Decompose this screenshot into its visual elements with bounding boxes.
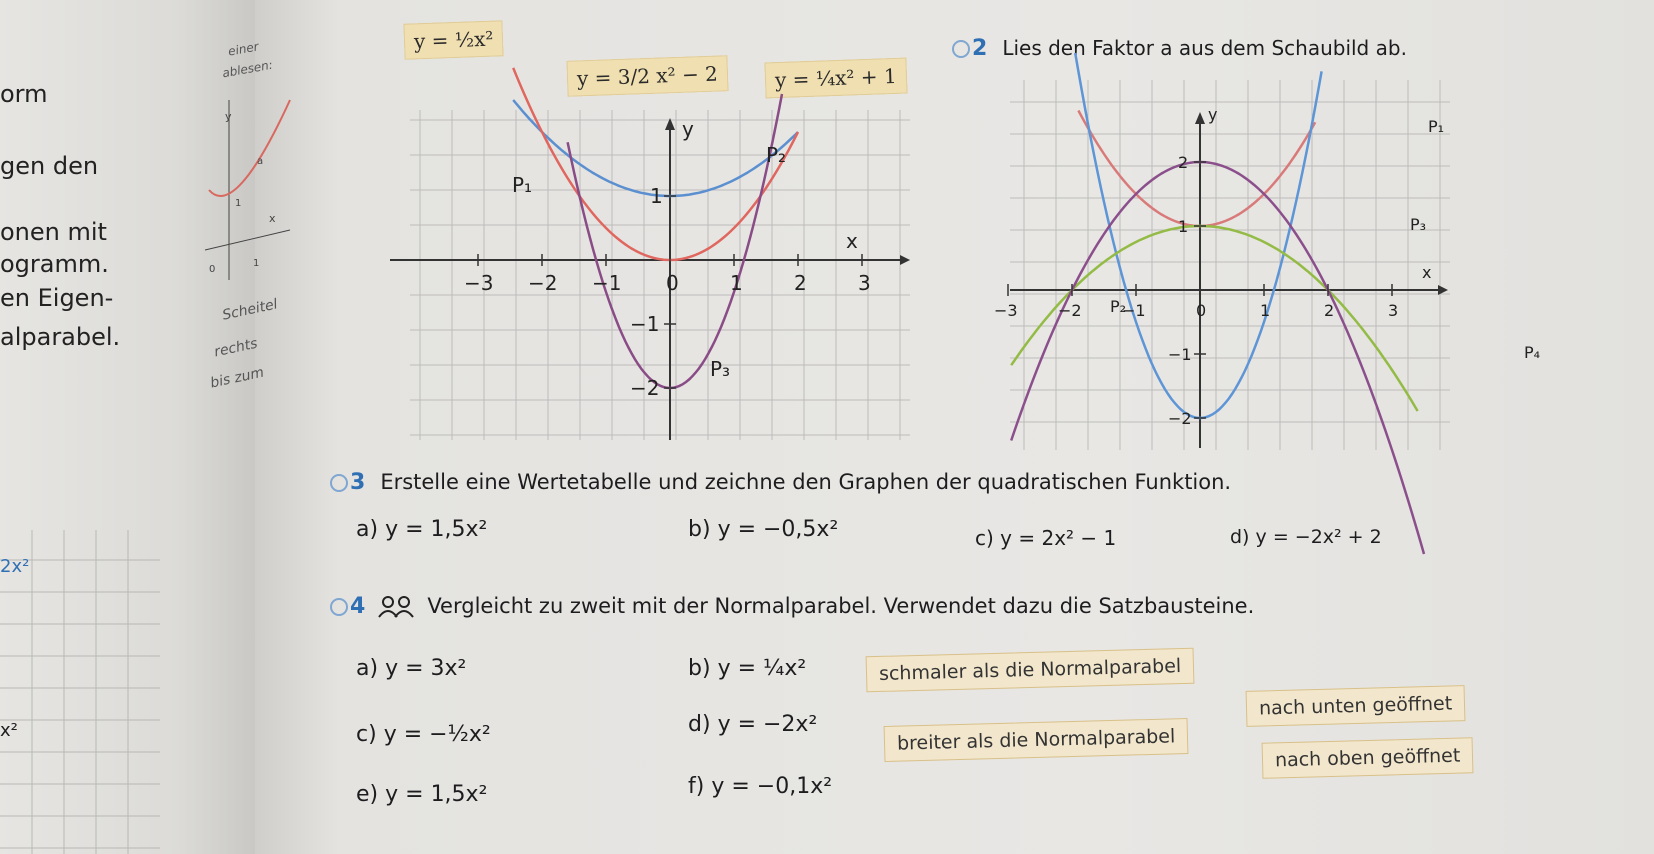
left-text-fragment: onen mit [0, 218, 107, 246]
mini-graph-tick: 0 [209, 264, 216, 275]
y-axis-label: y [1208, 105, 1218, 124]
left-text-fragment: gen den [0, 152, 99, 180]
task-4-item-d [688, 712, 817, 737]
task-3-number: 3 [350, 470, 366, 495]
item-expression: y = −2x² [717, 712, 818, 737]
formula-box: y = ½x² [403, 20, 504, 59]
task-4-text: Vergleicht zu zweit mit der Normalparabel. Verwendet dazu die Satzbausteine. [427, 594, 1255, 618]
y-axis-label: y [682, 117, 694, 141]
item-label: c) [356, 722, 377, 747]
x-tick-label: 2 [1324, 301, 1335, 320]
task-ring-icon [330, 598, 348, 616]
task-2-text: Lies den Faktor a aus dem Schaubild ab. [1002, 36, 1407, 60]
pair-work-icon [376, 595, 416, 619]
left-text-fragment: en Eigen- [0, 284, 114, 312]
left-formula-fragment: 2x² [0, 556, 30, 577]
margin-note: rechts [212, 335, 259, 361]
task-2-header [952, 36, 1407, 61]
x-tick-label: 3 [1388, 301, 1399, 320]
task-4-header [330, 594, 1254, 619]
task-3-item-c [975, 526, 1116, 550]
left-text-fragment: ogramm. [0, 250, 109, 278]
formula-box: y = ¼x² + 1 [764, 58, 907, 99]
item-expression: y = −0,1x² [711, 774, 833, 799]
mini-graph-a-label: a [257, 156, 264, 167]
item-label: a) [356, 656, 379, 681]
margin-note: einer [227, 39, 260, 59]
item-label: b) [688, 656, 711, 681]
item-expression: y = 3x² [385, 656, 467, 681]
item-expression: y = 2x² − 1 [1000, 526, 1117, 550]
task-2-number: 2 [972, 36, 988, 61]
item-expression: y = ¼x² [717, 656, 807, 681]
margin-note: bis zum [208, 364, 266, 392]
task-3-item-b [688, 517, 838, 542]
item-label: f) [688, 774, 705, 799]
mini-graph-x-label: x [269, 212, 276, 225]
mini-graph-tick: 1 [235, 198, 242, 209]
item-label: d) [688, 712, 711, 737]
task-4-item-b [688, 656, 806, 681]
x-tick-label: −2 [528, 271, 558, 295]
x-tick-label: 2 [794, 271, 807, 295]
y-tick-label: −1 [630, 312, 660, 336]
task-4-item-c [356, 722, 491, 747]
curve-p3 [568, 94, 782, 388]
x-tick-label: 1 [730, 271, 743, 295]
curve-label-p2: P₂ [766, 143, 787, 167]
formula-box: y = 3/2 x² − 2 [566, 55, 728, 97]
curve-p2 [513, 100, 798, 196]
task-ring-icon [330, 474, 348, 492]
left-formula-fragment: x² [0, 720, 18, 741]
curve-p2 [1075, 53, 1321, 418]
item-label: a) [356, 517, 379, 542]
task-3-header [330, 470, 1231, 495]
x-tick-label: −1 [592, 271, 622, 295]
y-tick-label: 1 [650, 184, 663, 208]
x-axis-label: x [1422, 263, 1432, 282]
item-label: d) [1230, 526, 1250, 548]
y-tick-label: −2 [1168, 409, 1192, 428]
graph-2 [994, 80, 1541, 450]
item-label: c) [975, 526, 994, 550]
x-tick-label: −3 [464, 271, 494, 295]
phrase-chip[interactable]: nach oben geöffnet [1262, 737, 1474, 779]
graph-1 [390, 110, 930, 440]
curve-label-p1: P₁ [512, 173, 533, 197]
curve-label-p4: P₄ [1524, 343, 1541, 362]
curve-label-p2: P₂ [1110, 297, 1127, 316]
x-tick-label: −1 [1122, 301, 1146, 320]
graph-2-grid [1010, 80, 1450, 450]
x-tick-label: 0 [1196, 301, 1207, 320]
item-expression: y = −½x² [383, 722, 491, 747]
phrase-chip[interactable]: schmaler als die Normalparabel [866, 648, 1195, 693]
curve-label-p3: P₃ [1410, 215, 1427, 234]
item-expression: y = −0,5x² [717, 517, 839, 542]
phrase-chip[interactable]: nach unten geöffnet [1246, 685, 1466, 727]
task-4-number: 4 [350, 594, 366, 619]
y-tick-label: −2 [630, 376, 660, 400]
x-tick-label: 0 [666, 271, 679, 295]
x-tick-label: 1 [1260, 301, 1271, 320]
x-tick-label: −2 [1058, 301, 1082, 320]
mini-graph-tick: 1 [253, 258, 260, 269]
x-tick-label: −3 [994, 301, 1018, 320]
task-3-item-a [356, 517, 487, 542]
item-label: e) [356, 782, 379, 807]
task-3-text: Erstelle eine Wertetabelle und zeichne den Graphen der quadratischen Funktion. [380, 470, 1232, 494]
item-expression: y = −2x² + 2 [1255, 526, 1382, 548]
margin-note: Scheitel [220, 296, 280, 324]
graph-1-x-arrow [900, 255, 910, 265]
mini-graph-y-label: y [225, 110, 232, 123]
task-4-item-e [356, 782, 487, 807]
task-ring-icon [952, 40, 970, 58]
left-grid [0, 530, 160, 854]
y-tick-label: 1 [1178, 217, 1189, 236]
item-expression: y = 1,5x² [385, 517, 488, 542]
task-4-item-a [356, 656, 466, 681]
x-axis-label: x [846, 229, 858, 253]
left-text-fragment: alparabel. [0, 323, 121, 351]
item-expression: y = 1,5x² [385, 782, 488, 807]
phrase-chip[interactable]: breiter als die Normalparabel [884, 718, 1189, 762]
task-4-item-f [688, 774, 832, 799]
y-tick-label: −1 [1168, 345, 1192, 364]
x-tick-label: 3 [858, 271, 871, 295]
curve-label-p3: P₃ [710, 357, 731, 381]
margin-note: ablesen: [221, 57, 274, 81]
y-tick-label: 2 [1178, 153, 1189, 172]
task-3-item-d [1230, 526, 1382, 548]
curve-label-p1: P₁ [1428, 117, 1445, 136]
graph-2-y-arrow [1195, 112, 1205, 124]
item-label: b) [688, 517, 711, 542]
mini-graph [205, 80, 295, 290]
left-text-fragment: orm [0, 80, 48, 108]
